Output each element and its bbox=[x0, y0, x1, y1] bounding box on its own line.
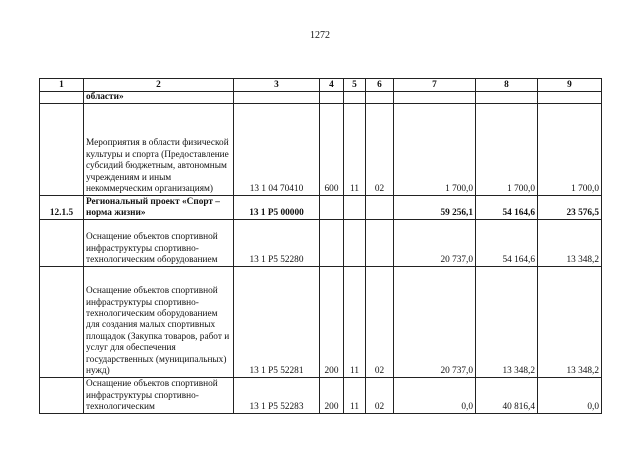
row-name: Оснащение объектов спортивной инфраструктуры спортивно-технологическим bbox=[84, 378, 234, 414]
row-code: 13 1 P5 52281 bbox=[234, 267, 320, 378]
row-name: Мероприятия в области физической культуры и спорта (Предоставление субсидий бюджетным, автономным учреждениям и иным некоммерческим организациям) bbox=[84, 104, 234, 196]
row-value-7: 0,0 bbox=[394, 378, 476, 414]
row-col4: 200 bbox=[320, 378, 344, 414]
row-code: 13 1 P5 00000 bbox=[234, 196, 320, 220]
row-col4: 600 bbox=[320, 104, 344, 196]
header-cell: 4 bbox=[320, 79, 344, 92]
header-row bbox=[40, 79, 602, 92]
row-value-8: 13 348,2 bbox=[476, 267, 538, 378]
table-row bbox=[40, 92, 602, 104]
row-value-7: 20 737,0 bbox=[394, 267, 476, 378]
row-col6: 02 bbox=[366, 378, 394, 414]
row-number bbox=[40, 220, 84, 267]
row-name: Оснащение объектов спортивной инфраструктуры спортивно-технологическим оборудованием bbox=[84, 220, 234, 267]
header-cell: 6 bbox=[366, 79, 394, 92]
row-value-7 bbox=[394, 92, 476, 104]
row-number: 12.1.5 bbox=[40, 196, 84, 220]
row-col4 bbox=[320, 92, 344, 104]
row-value-7: 20 737,0 bbox=[394, 220, 476, 267]
row-col5 bbox=[344, 220, 366, 267]
row-number bbox=[40, 92, 84, 104]
row-name: Оснащение объектов спортивной инфраструктуры спортивно-технологическим оборудованием для создания малых спортивных площадок (Закупка товаров, работ и услуг для обеспечения государственных (муниципальных) нужд) bbox=[84, 267, 234, 378]
row-value-8: 54 164,6 bbox=[476, 220, 538, 267]
row-value-7: 1 700,0 bbox=[394, 104, 476, 196]
header-cell: 1 bbox=[40, 79, 84, 92]
header-cell: 9 bbox=[538, 79, 602, 92]
row-col4: 200 bbox=[320, 267, 344, 378]
row-code bbox=[234, 92, 320, 104]
row-col5: 11 bbox=[344, 267, 366, 378]
row-value-9: 1 700,0 bbox=[538, 104, 602, 196]
table-row bbox=[40, 196, 602, 220]
row-value-8: 1 700,0 bbox=[476, 104, 538, 196]
row-col5: 11 bbox=[344, 104, 366, 196]
budget-table bbox=[39, 78, 602, 414]
row-value-8: 40 816,4 bbox=[476, 378, 538, 414]
row-col4 bbox=[320, 220, 344, 267]
row-value-9: 23 576,5 bbox=[538, 196, 602, 220]
row-number bbox=[40, 104, 84, 196]
row-value-9: 13 348,2 bbox=[538, 267, 602, 378]
row-col5 bbox=[344, 196, 366, 220]
row-number bbox=[40, 378, 84, 414]
row-code: 13 1 P5 52283 bbox=[234, 378, 320, 414]
row-value-8: 54 164,6 bbox=[476, 196, 538, 220]
header-cell: 5 bbox=[344, 79, 366, 92]
table-row bbox=[40, 378, 602, 414]
header-cell: 8 bbox=[476, 79, 538, 92]
row-col5: 11 bbox=[344, 378, 366, 414]
row-col6 bbox=[366, 220, 394, 267]
table-row bbox=[40, 220, 602, 267]
row-col6: 02 bbox=[366, 267, 394, 378]
header-cell: 3 bbox=[234, 79, 320, 92]
table-row bbox=[40, 104, 602, 196]
row-value-9 bbox=[538, 92, 602, 104]
row-col5 bbox=[344, 92, 366, 104]
row-col6 bbox=[366, 196, 394, 220]
row-code: 13 1 04 70410 bbox=[234, 104, 320, 196]
header-cell: 2 bbox=[84, 79, 234, 92]
row-col4 bbox=[320, 196, 344, 220]
row-number bbox=[40, 267, 84, 378]
row-col6 bbox=[366, 92, 394, 104]
row-value-9: 0,0 bbox=[538, 378, 602, 414]
header-cell: 7 bbox=[394, 79, 476, 92]
row-col6: 02 bbox=[366, 104, 394, 196]
row-name: Региональный проект «Спорт – норма жизни» bbox=[84, 196, 234, 220]
row-value-8 bbox=[476, 92, 538, 104]
row-value-7: 59 256,1 bbox=[394, 196, 476, 220]
page-number: 1272 bbox=[310, 30, 330, 41]
table-row bbox=[40, 267, 602, 378]
row-name: области» bbox=[84, 92, 234, 104]
row-value-9: 13 348,2 bbox=[538, 220, 602, 267]
row-code: 13 1 P5 52280 bbox=[234, 220, 320, 267]
